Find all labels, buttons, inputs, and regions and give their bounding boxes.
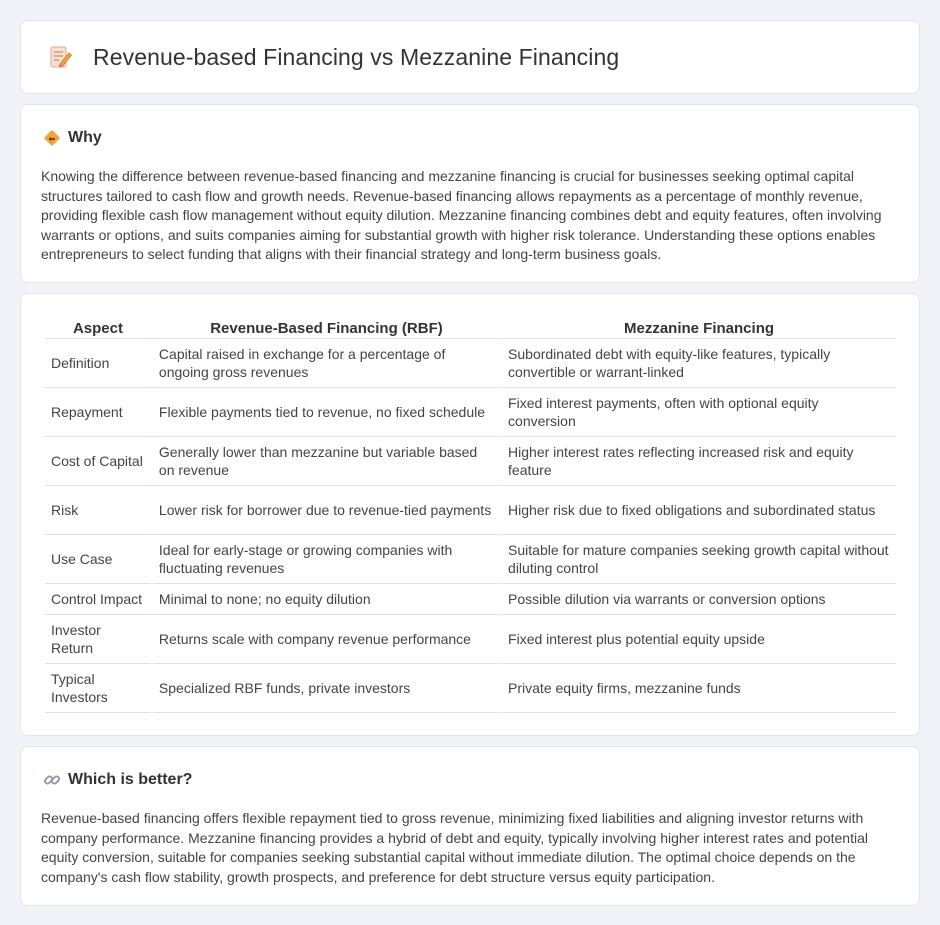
header-mezzanine: Mezzanine Financing <box>502 314 896 339</box>
table-row <box>45 486 896 535</box>
table-row <box>45 437 896 486</box>
row-rbf: Specialized RBF funds, private investors <box>153 664 500 713</box>
row-mezzanine: Private equity firms, mezzanine funds <box>502 664 896 713</box>
better-title: Which is better? <box>68 771 193 788</box>
row-mezzanine: Fixed interest payments, often with optional equity conversion <box>502 388 896 437</box>
row-aspect: Use Case <box>45 535 151 584</box>
better-text: Revenue-based financing offers flexible repayment tied to gross revenue, minimizing fixed liabilities and aligning investor returns with company performance. Mezzanine financing provides a hybrid of debt and equity, typically involving higher interest rates and potential equity conversion, suitable for companies seeking substantial capital without immediate dilution. The optimal choice depends on the company's cash flow stability, growth prospects, and preference for debt structure versus equity participation. <box>41 810 868 885</box>
row-mezzanine: Fixed interest plus potential equity upside <box>502 615 896 664</box>
row-mezzanine: Possible dilution via warrants or conversion options <box>502 584 896 615</box>
row-rbf: Minimal to none; no equity dilution <box>153 584 500 615</box>
table-row <box>45 535 896 584</box>
row-rbf: Ideal for early-stage or growing companies with fluctuating revenues <box>153 535 500 584</box>
row-aspect: Definition <box>45 339 151 388</box>
why-text: Knowing the difference between revenue-based financing and mezzanine financing is crucial for businesses seeking optimal capital structures tailored to cash flow and growth needs. Revenue-based financing allows repayments as a percentage of monthly revenue, providing flexible cash flow management without equity dilution. Mezzanine financing combines debt and equity features, often involving warrants or options, and suits companies aiming for substantial growth with higher risk tolerance. Understanding these options enables entrepreneurs to select funding that aligns with their financial strategy and long-term business goals. <box>41 168 882 262</box>
table-row <box>45 339 896 388</box>
better-header <box>21 747 919 791</box>
why-title: Why <box>68 129 102 146</box>
table-row <box>45 584 896 615</box>
row-rbf: Lower risk for borrower due to revenue-tied payments <box>153 486 500 535</box>
row-rbf: Capital raised in exchange for a percentage of ongoing gross revenues <box>153 339 500 388</box>
notepad-pencil-icon <box>47 44 73 70</box>
table-row <box>45 388 896 437</box>
why-header <box>21 105 919 149</box>
row-aspect: Repayment <box>45 388 151 437</box>
table-row <box>45 615 896 664</box>
which-is-better-card <box>20 746 920 906</box>
header-aspect: Aspect <box>45 314 151 339</box>
page-title: Revenue-based Financing vs Mezzanine Financing <box>93 43 620 70</box>
diamond-signpost-icon <box>43 129 61 147</box>
table-row <box>45 664 896 713</box>
row-rbf: Returns scale with company revenue performance <box>153 615 500 664</box>
link-icon <box>43 771 61 789</box>
row-aspect: Investor Return <box>45 615 151 664</box>
comparison-table-card <box>20 293 920 736</box>
row-mezzanine: Higher interest rates reflecting increased risk and equity feature <box>502 437 896 486</box>
row-aspect: Cost of Capital <box>45 437 151 486</box>
row-mezzanine: Higher risk due to fixed obligations and subordinated status <box>502 486 896 535</box>
row-rbf: Generally lower than mezzanine but variable based on revenue <box>153 437 500 486</box>
row-aspect: Typical Investors <box>45 664 151 713</box>
table-header-row <box>45 314 896 339</box>
row-aspect: Risk <box>45 486 151 535</box>
row-mezzanine: Subordinated debt with equity-like features, typically convertible or warrant-linked <box>502 339 896 388</box>
title-card <box>20 20 920 94</box>
why-card <box>20 104 920 283</box>
row-rbf: Flexible payments tied to revenue, no fixed schedule <box>153 388 500 437</box>
header-rbf: Revenue-Based Financing (RBF) <box>153 314 500 339</box>
comparison-table <box>43 314 898 713</box>
row-mezzanine: Suitable for mature companies seeking growth capital without diluting control <box>502 535 896 584</box>
row-aspect: Control Impact <box>45 584 151 615</box>
title-row <box>21 21 919 93</box>
